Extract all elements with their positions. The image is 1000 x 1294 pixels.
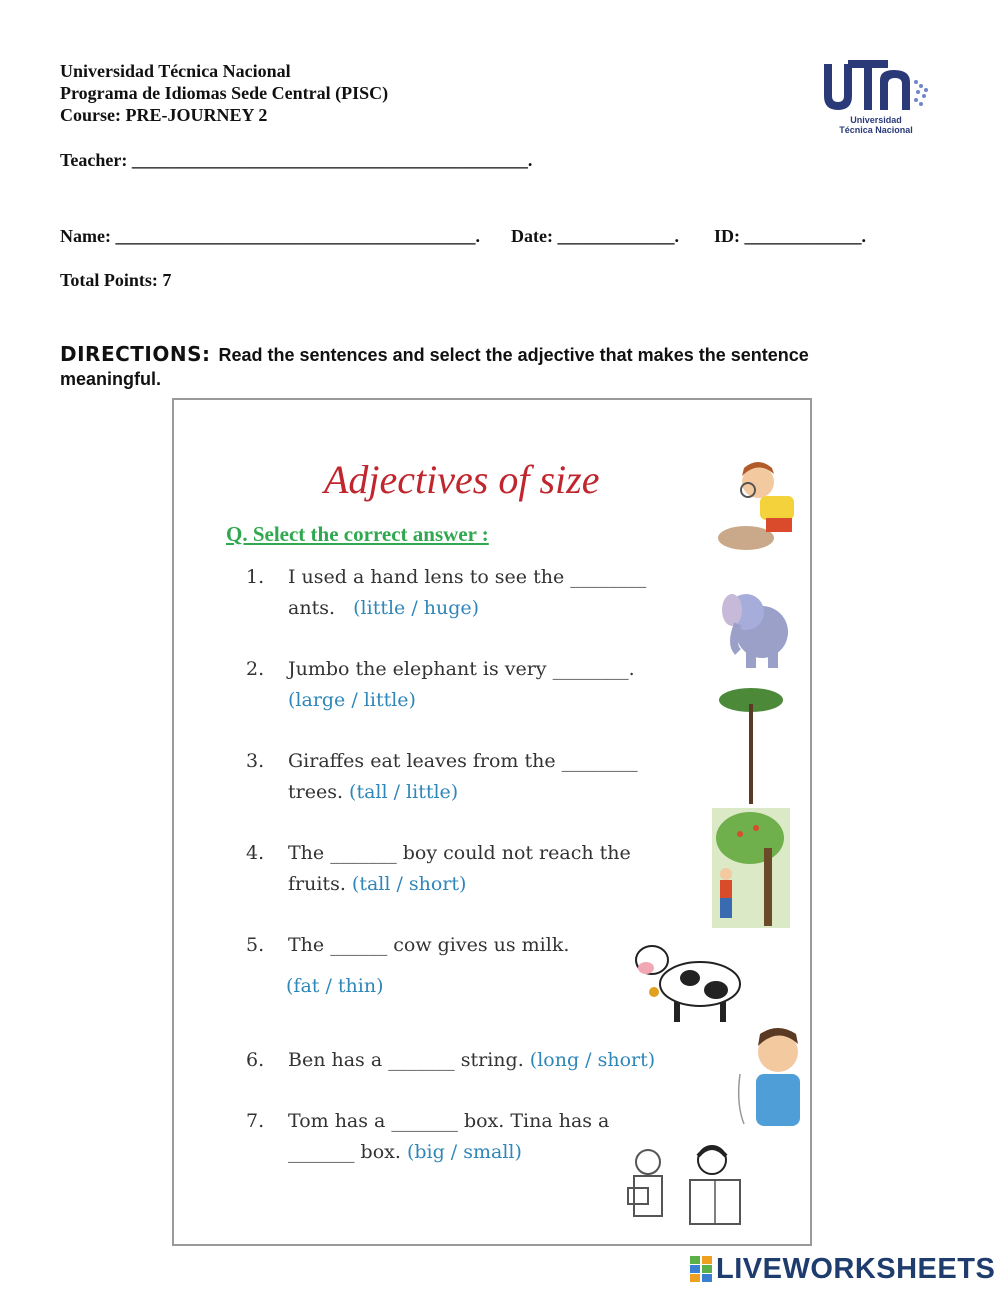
question-text-cont: trees.: [288, 781, 343, 803]
question-text-cont: _______ box.: [288, 1141, 401, 1163]
answer-options[interactable]: (long / short): [529, 1049, 656, 1071]
date-field[interactable]: Date: _____________.: [510, 226, 679, 246]
boy-with-string-illustration: [730, 1024, 812, 1130]
course-name: Course: PRE-JOURNEY 2: [60, 105, 268, 125]
question-2: [246, 654, 716, 716]
id-field[interactable]: ID: _____________.: [713, 226, 866, 246]
teacher-label: Teacher: ____________________________________________.: [60, 150, 533, 170]
liveworksheets-wordmark: LIVEWORKSHEETS: [716, 1252, 996, 1285]
answer-options[interactable]: (little / huge): [353, 597, 480, 619]
question-4: [246, 838, 716, 900]
institution-header: [60, 60, 388, 126]
tom-and-tina-illustration: [624, 1140, 764, 1240]
boy-with-magnifier-illustration: [716, 456, 808, 554]
question-text: I used a hand lens to see the ________: [288, 566, 647, 588]
question-number: 5.: [246, 934, 265, 956]
boy-under-tree-illustration: [712, 808, 790, 928]
question-text: The _______ boy could not reach the: [288, 842, 631, 864]
answer-options[interactable]: (big / small): [406, 1141, 522, 1163]
directions-title: DIRECTIONS:: [60, 342, 211, 366]
question-text: Jumbo the elephant is very ________.: [288, 658, 635, 680]
question-number: 7.: [246, 1110, 265, 1132]
question-number: 6.: [246, 1049, 265, 1071]
question-text-cont: fruits.: [288, 873, 346, 895]
question-text: Giraffes eat leaves from the ________: [288, 750, 638, 772]
question-1: [246, 562, 716, 624]
worksheet-subtitle: Q. Select the correct answer :: [226, 522, 489, 546]
directions-text: Read the sentences and select the adjective that makes the sentence meaningful.: [60, 345, 809, 389]
question-number: 1.: [246, 566, 265, 588]
question-text: Ben has a _______ string.: [288, 1049, 524, 1071]
university-name: Universidad Técnica Nacional: [60, 61, 291, 81]
question-text: Tom has a _______ box. Tina has a: [288, 1110, 610, 1132]
question-6: [246, 1045, 746, 1076]
program-name: Programa de Idiomas Sede Central (PISC): [60, 83, 389, 103]
question-3: [246, 746, 716, 808]
question-text: The ______ cow gives us milk.: [288, 934, 570, 956]
question-text-cont: ants.: [288, 597, 335, 619]
utn-logo: [818, 56, 934, 138]
directions: [60, 342, 890, 391]
answer-options[interactable]: (tall / little): [349, 781, 459, 803]
tree-illustration: [716, 684, 786, 806]
total-points: Total Points: 7: [60, 270, 172, 290]
logo-subtitle-1: Universidad: [850, 115, 902, 125]
question-number: 3.: [246, 750, 265, 772]
elephant-illustration: [716, 574, 800, 674]
name-field[interactable]: Name: ________________________________________.: [60, 226, 480, 246]
worksheet-panel: [172, 398, 812, 1246]
question-number: 2.: [246, 658, 265, 680]
answer-options[interactable]: (tall / short): [351, 873, 467, 895]
answer-options[interactable]: (large / little): [288, 689, 416, 711]
logo-subtitle-2: Técnica Nacional: [839, 125, 913, 135]
question-number: 4.: [246, 842, 265, 864]
answer-options[interactable]: (fat / thin): [286, 975, 384, 997]
liveworksheets-logo-icon: [690, 1256, 712, 1282]
utn-logo-graphic: [818, 56, 934, 138]
liveworksheets-brand[interactable]: [690, 1254, 995, 1284]
teacher-field[interactable]: [60, 150, 532, 171]
cow-illustration: [624, 932, 748, 1026]
worksheet-title: Adjectives of size: [324, 457, 600, 502]
student-info-row: [60, 226, 866, 247]
